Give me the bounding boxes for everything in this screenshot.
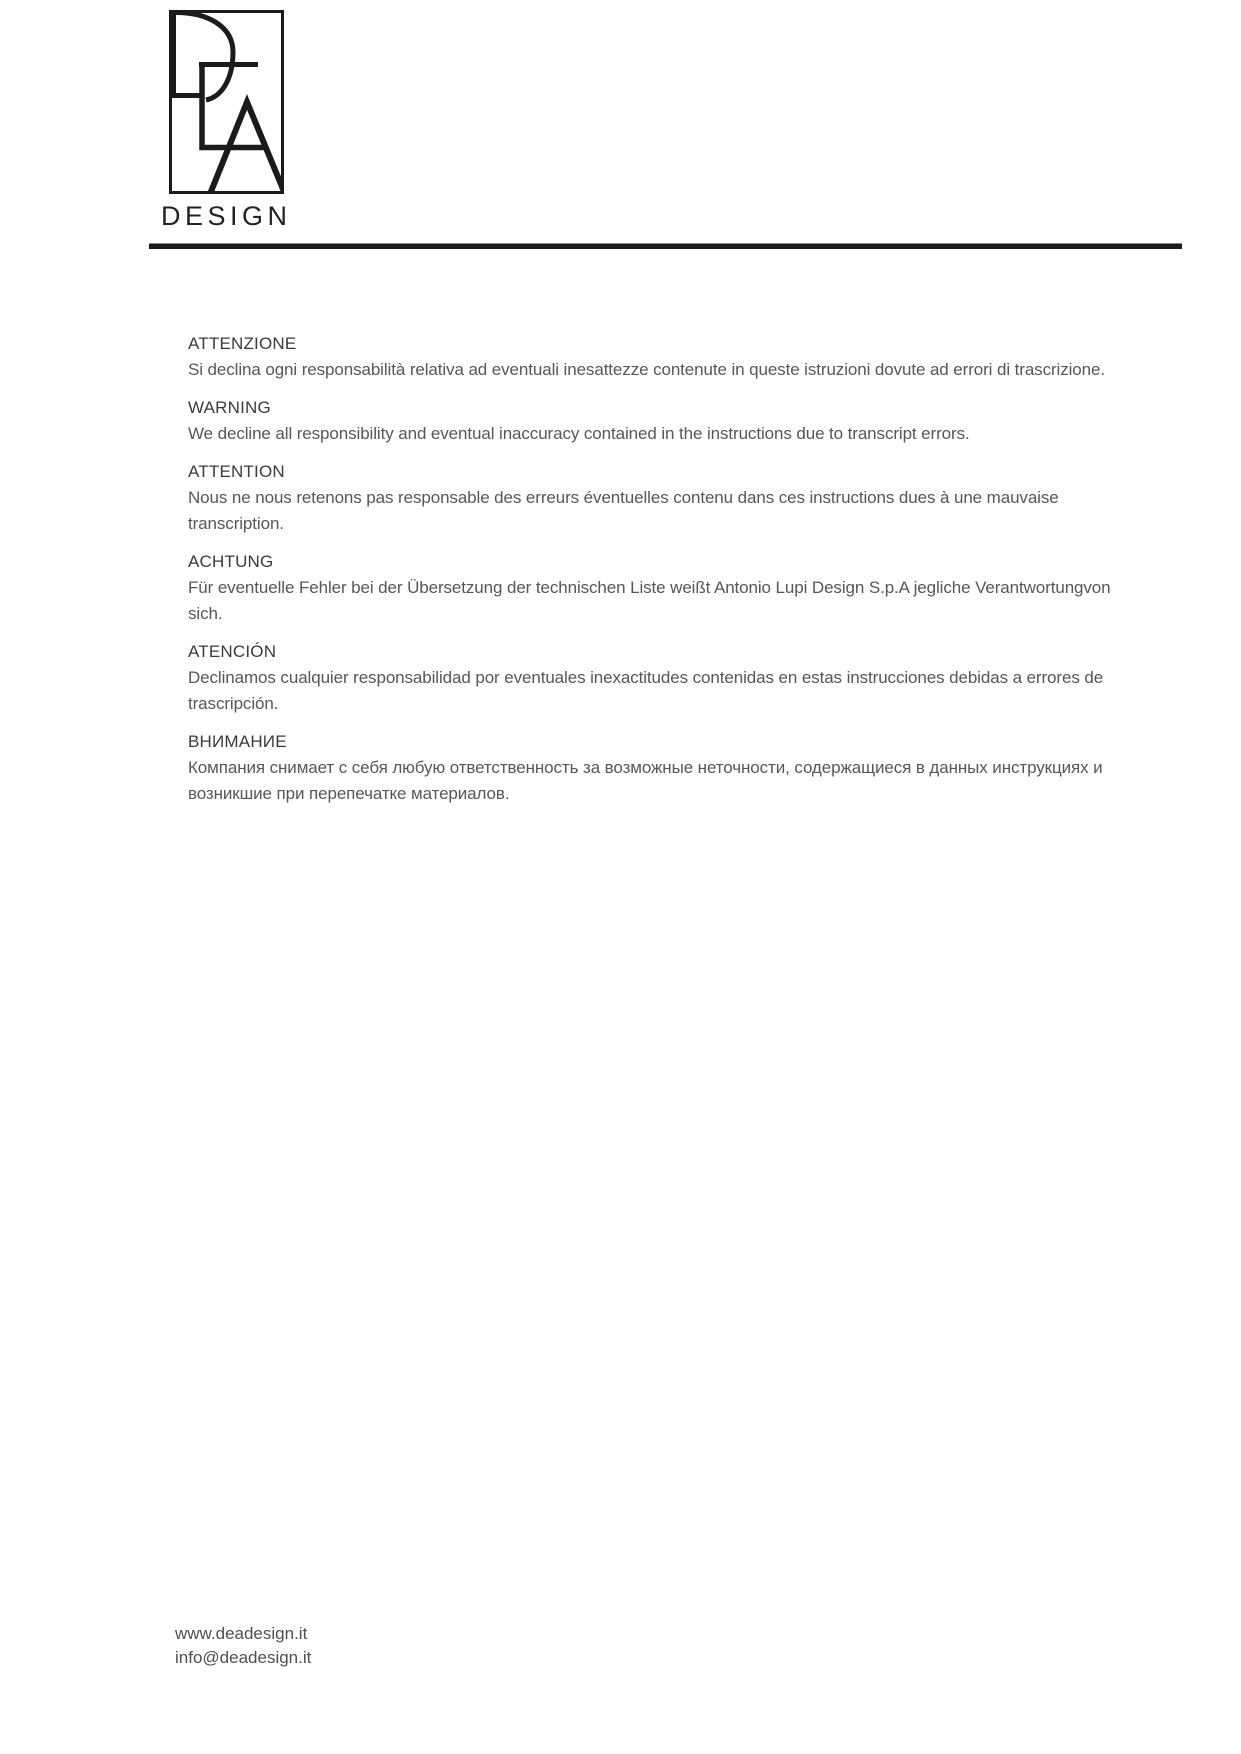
page-footer (175, 1622, 311, 1670)
dea-monogram-icon (169, 10, 284, 194)
disclaimer-section (188, 729, 1140, 807)
section-body-text: Nous ne nous retenons pas responsable des erreurs éventuelles contenu dans ces instructions dues à une mauvaise transcription. (188, 488, 1059, 533)
section-heading: ACHTUNG (188, 552, 274, 571)
logo-wordmark: DESIGN (161, 201, 292, 231)
footer-website: www.deadesign.it (175, 1624, 308, 1643)
footer-email: info@deadesign.it (175, 1648, 312, 1667)
section-body-text: Si declina ogni responsabilità relativa ad eventuali inesattezze contenute in queste istruzioni dovute ad errori di trascrizione. (188, 360, 1105, 379)
section-body-text: We decline all responsibility and eventual inaccuracy contained in the instructions due to transcript errors. (188, 424, 970, 443)
disclaimer-sections (188, 331, 1140, 819)
disclaimer-section (188, 331, 1140, 383)
section-body-text: Компания снимает с себя любую ответственность за возможные неточности, содержащиеся в данных инструкциях и возникшие при перепечатке материалов. (188, 758, 1103, 803)
disclaimer-section (188, 459, 1140, 537)
section-heading: WARNING (188, 398, 271, 417)
section-heading: ВНИМАНИЕ (188, 732, 287, 751)
disclaimer-section (188, 639, 1140, 717)
section-heading: ATENCIÓN (188, 642, 277, 661)
disclaimer-section (188, 549, 1140, 627)
section-body-text: Declinamos cualquier responsabilidad por eventuales inexactitudes contenidas en estas instrucciones debidas a errores de trascripción. (188, 668, 1104, 713)
section-body-text: Für eventuelle Fehler bei der Übersetzung der technischen Liste weißt Antonio Lupi Design S.p.A jegliche Verantwortungvon sich. (188, 578, 1111, 623)
section-heading: ATTENTION (188, 462, 285, 481)
disclaimer-section (188, 395, 1140, 447)
dea-logo (169, 10, 284, 194)
header-divider (149, 243, 1182, 249)
section-heading: ATTENZIONE (188, 334, 297, 353)
